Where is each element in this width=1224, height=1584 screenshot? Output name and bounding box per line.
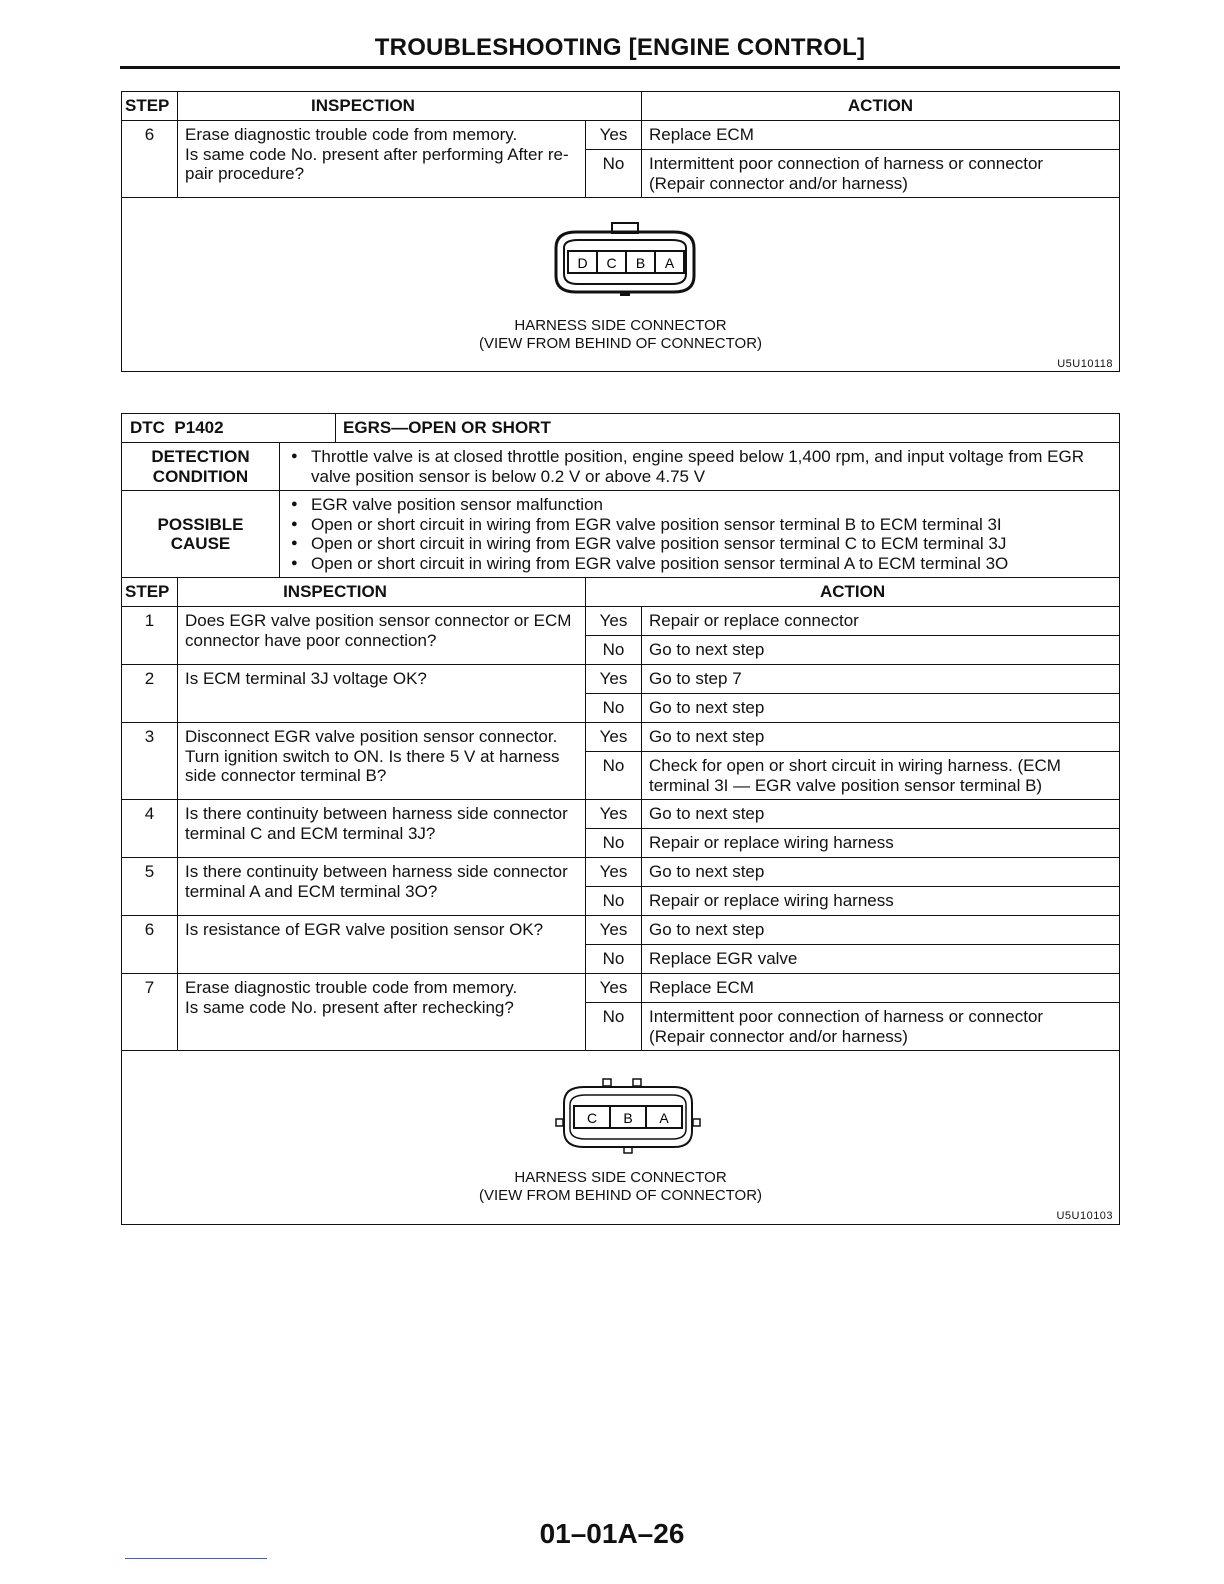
yes-label: Yes — [586, 916, 642, 945]
no-label: No — [586, 752, 642, 800]
step-number: 6 — [122, 916, 178, 974]
yes-label: Yes — [586, 121, 642, 150]
step-header: STEP — [122, 92, 178, 121]
action-header: ACTION — [642, 92, 1120, 121]
figure-cell — [122, 1051, 1120, 1225]
table-row — [122, 121, 1120, 150]
title-rule — [120, 66, 1120, 69]
inspection-text: Is resistance of EGR valve position sensor OK? — [178, 916, 586, 974]
inspection-text: Disconnect EGR valve position sensor connector. Turn ignition switch to ON. Is there 5 V at harness side connector terminal B? — [178, 723, 586, 800]
figure-caption-line1: HARNESS SIDE CONNECTOR — [514, 1169, 727, 1186]
possible-cause-cell — [280, 491, 1120, 578]
no-label: No — [586, 636, 642, 665]
figure-code: U5U10103 — [1056, 1210, 1114, 1222]
no-label: No — [586, 887, 642, 916]
yes-action: Go to next step — [642, 723, 1120, 752]
three-pin-connector-icon — [550, 1075, 710, 1155]
terminal-b-label: B — [623, 1110, 633, 1126]
yes-action: Go to next step — [642, 800, 1120, 829]
table-row — [122, 723, 1120, 752]
yes-label: Yes — [586, 607, 642, 636]
action-header: ACTION — [586, 578, 1120, 607]
step-number: 5 — [122, 858, 178, 916]
terminal-c-label: C — [586, 1110, 598, 1126]
yes-action: Replace ECM — [642, 974, 1120, 1003]
dtc-label: DTC — [130, 418, 165, 438]
list-item: ● Open or short circuit in wiring from EGR valve position sensor terminal A to ECM terminal 3O — [287, 554, 1112, 574]
inspection-text: Erase diagnostic trouble code from memory. Is same code No. present after rechecking? — [178, 974, 586, 1051]
terminal-a-label: A — [659, 1110, 669, 1126]
step-number: 6 — [122, 121, 178, 198]
figure-caption-line1: HARNESS SIDE CONNECTOR — [514, 317, 727, 334]
yes-label: Yes — [586, 858, 642, 887]
dtc-code: P1402 — [174, 418, 224, 438]
yes-label: Yes — [586, 723, 642, 752]
list-item: ● EGR valve position sensor malfunction — [287, 495, 1112, 515]
inspection-text: Is ECM terminal 3J voltage OK? — [178, 665, 586, 723]
detection-condition-label: DETECTION CONDITION — [122, 443, 280, 491]
yes-action: Replace ECM — [642, 121, 1120, 150]
terminal-b-label: B — [635, 255, 646, 271]
terminal-a-label: A — [664, 255, 675, 271]
no-label: No — [586, 945, 642, 974]
table-row — [122, 607, 1120, 636]
inspection-header: INSPECTION — [178, 92, 642, 121]
page-number: 01–01A–26 — [539, 1518, 685, 1549]
terminal-d-label: D — [577, 255, 588, 271]
step-rows — [122, 607, 1120, 1051]
no-action: Go to next step — [642, 636, 1120, 665]
table-row — [122, 800, 1120, 829]
no-action: Replace EGR valve — [642, 945, 1120, 974]
inspection-header: INSPECTION — [178, 578, 586, 607]
list-item: ● Open or short circuit in wiring from EGR valve position sensor terminal B to ECM terminal 3I — [287, 515, 1112, 535]
yes-action: Go to step 7 — [642, 665, 1120, 694]
figure-caption-line2: (VIEW FROM BEHIND OF CONNECTOR) — [478, 1187, 763, 1204]
inspection-text: Is there continuity between harness side connector terminal A and ECM terminal 3O? — [178, 858, 586, 916]
step-number: 1 — [122, 607, 178, 665]
possible-cause-label: POSSIBLE CAUSE — [122, 491, 280, 578]
detection-list — [287, 447, 1112, 486]
figure-caption-line2: (VIEW FROM BEHIND OF CONNECTOR) — [478, 335, 763, 352]
no-action: Repair or replace wiring harness — [642, 829, 1120, 858]
table-row — [122, 916, 1120, 945]
step-rows — [122, 121, 1120, 198]
yes-label: Yes — [586, 974, 642, 1003]
terminal-c-label: C — [606, 255, 617, 271]
inspection-text: Erase diagnostic trouble code from memory. Is same code No. present after performing After re- pair procedure? — [178, 121, 586, 198]
table-row — [122, 974, 1120, 1003]
yes-label: Yes — [586, 800, 642, 829]
detection-condition-cell — [280, 443, 1120, 491]
table-row — [122, 858, 1120, 887]
yes-action: Repair or replace connector — [642, 607, 1120, 636]
no-label: No — [586, 694, 642, 723]
no-action: Intermittent poor connection of harness or connector (Repair connector and/or harness) — [642, 150, 1120, 198]
no-action: Intermittent poor connection of harness or connector (Repair connector and/or harness) — [642, 1003, 1120, 1051]
figure-cell — [122, 198, 1120, 372]
yes-action: Go to next step — [642, 916, 1120, 945]
footer-link-underline — [125, 1558, 267, 1559]
no-action: Check for open or short circuit in wiring harness. (ECM terminal 3I — EGR valve position sensor terminal B) — [642, 752, 1120, 800]
step-number: 4 — [122, 800, 178, 858]
cause-list — [287, 495, 1112, 573]
step-number: 7 — [122, 974, 178, 1051]
no-label: No — [586, 829, 642, 858]
inspection-text: Does EGR valve position sensor connector or ECM connector have poor connection? — [178, 607, 586, 665]
table-row — [122, 665, 1120, 694]
yes-action: Go to next step — [642, 858, 1120, 887]
no-action: Repair or replace wiring harness — [642, 887, 1120, 916]
step-number: 3 — [122, 723, 178, 800]
dtc-code-cell — [122, 414, 336, 443]
list-item: ● Throttle valve is at closed throttle position, engine speed below 1,400 rpm, and input voltage from EGR valve position sensor is below 0.2 V or above 4.75 V — [287, 447, 1112, 486]
inspection-text: Is there continuity between harness side connector terminal C and ECM terminal 3J? — [178, 800, 586, 858]
step-table-1 — [121, 91, 1120, 372]
list-item: ● Open or short circuit in wiring from EGR valve position sensor terminal C to ECM terminal 3J — [287, 534, 1112, 554]
step-header: STEP — [122, 578, 178, 607]
figure-code: U5U10118 — [1057, 358, 1113, 370]
dtc-table-p1402 — [121, 413, 1120, 1225]
dtc-title: EGRS—OPEN OR SHORT — [336, 414, 1120, 443]
no-action: Go to next step — [642, 694, 1120, 723]
no-label: No — [586, 150, 642, 198]
yes-label: Yes — [586, 665, 642, 694]
no-label: No — [586, 1003, 642, 1051]
four-pin-connector-icon — [546, 218, 706, 298]
page-title: TROUBLESHOOTING [ENGINE CONTROL] — [374, 34, 866, 61]
step-number: 2 — [122, 665, 178, 723]
